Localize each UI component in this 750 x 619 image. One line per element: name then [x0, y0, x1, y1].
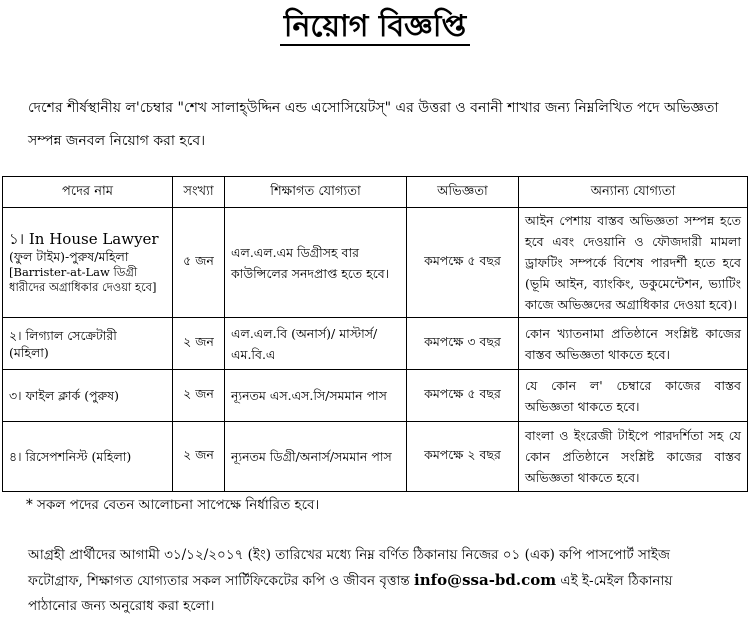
other-cell: কোন খ্যাতনামা প্রতিষ্ঠানে সংশ্লিষ্ট কাজের বাস্তব অভিজ্ঞতা থাকতে হবে।: [519, 318, 748, 370]
table-header-row: [3, 177, 748, 208]
header-education: শিক্ষাগত যোগ্যতা: [225, 177, 407, 208]
position-detail: (ফুল টাইম)-পুরুষ/মহিলা: [9, 248, 129, 264]
experience-cell: কমপক্ষে ৫ বছর: [407, 370, 519, 422]
other-cell: আইন পেশায় বাস্তব অভিজ্ঞতা সম্পন্ন হতে হবে এবং দেওয়ানি ও ফৌজদারী মামলা ড্রাফটিং সম্পর্কে বিশেষ পারদর্শী হতে হবে (ভূমি আইন, ব্যাংকিং, ডকুমেন্টেশন, ভ্যাটিং কাজে অভিজ্ঞদের অগ্রাধিকার দেওয়া হবে)।: [519, 208, 748, 318]
table-row: [3, 422, 748, 492]
intro-paragraph: [28, 92, 728, 158]
salary-note: * সকল পদের বেতন আলোচনা সাপেক্ষে নির্ধারিত হবে।: [26, 497, 320, 513]
position-title: ৩। ফাইল ক্লার্ক (পুরুষ): [9, 388, 119, 403]
header-count: সংখ্যা: [173, 177, 225, 208]
header-position: পদের নাম: [3, 177, 173, 208]
application-instructions: [28, 543, 728, 619]
education-cell: ন্যূনতম ডিগ্রী/অনার্স/সমমান পাস: [225, 422, 407, 492]
header-other: অন্যান্য যোগ্যতা: [519, 177, 748, 208]
page-title: [0, 2, 750, 53]
header-experience: অভিজ্ঞতা: [407, 177, 519, 208]
experience-cell: কমপক্ষে ৩ বছর: [407, 318, 519, 370]
instruction-text: এই ই-মেইল ঠিকানায়: [556, 573, 673, 589]
education-cell: এল.এল.বি (অনার্স)/ মাস্টার্স/ এম.বি.এ: [225, 318, 407, 370]
table-row: [3, 208, 748, 318]
position-title: ৪। রিসেপশনিস্ট (মহিলা): [9, 449, 132, 464]
table-row: [3, 318, 748, 370]
instruction-line: [28, 568, 728, 594]
position-title: ১। In House Lawyer: [9, 229, 159, 248]
count-cell: ২ জন: [173, 318, 225, 370]
intro-line: দেশের শীর্ষস্থানীয় ল'চেম্বার "শেখ সালাহ্উদ্দিন এন্ড এসোসিয়েটস্" এর উত্তরা ও বনানী শাখার জন্য নিম্নলিখিত পদে অভিজ্ঞতা: [28, 100, 719, 116]
instruction-line: পাঠানোর জন্য অনুরোধ করা হলো।: [28, 598, 215, 614]
position-title: ২। লিগ্যাল সেক্রেটারী: [9, 327, 117, 343]
job-table: [2, 176, 748, 492]
table-row: [3, 370, 748, 422]
experience-cell: কমপক্ষে ২ বছর: [407, 422, 519, 492]
count-cell: ৫ জন: [173, 208, 225, 318]
education-cell: এল.এল.এম ডিগ্রীসহ বার কাউন্সিলের সনদপ্রাপ্ত হতে হবে।: [225, 208, 407, 318]
position-cell: [3, 370, 173, 422]
count-cell: ২ জন: [173, 370, 225, 422]
education-cell: ন্যূনতম এস.এস.সি/সমমান পাস: [225, 370, 407, 422]
count-cell: ২ জন: [173, 422, 225, 492]
position-cell: [3, 318, 173, 370]
other-cell: বাংলা ও ইংরেজী টাইপে পারদর্শিতা সহ যে কোন প্রতিষ্ঠানে সংশ্লিষ্ট কাজের বাস্তব অভিজ্ঞতা থাকতে হবে।: [519, 422, 748, 492]
instruction-line: আগ্রহী প্রার্থীদের আগামী ৩১/১২/২০১৭ (ইং) তারিখের মধ্যে নিম্ন বর্ণিত ঠিকানায় নিজের ০১ (এক) কপি পাসপোর্ট সাইজ: [28, 547, 670, 563]
page-title-text: নিয়োগ বিজ্ঞপ্তি: [280, 9, 470, 46]
position-detail: (মহিলা): [9, 344, 49, 360]
intro-line: সম্পন্ন জনবল নিয়োগ করা হবে।: [28, 133, 206, 149]
instruction-text: ফটোগ্রাফ, শিক্ষাগত যোগ্যতার সকল সার্টিফিকেটের কপি ও জীবন বৃত্তান্ত: [28, 573, 415, 589]
experience-cell: কমপক্ষে ৫ বছর: [407, 208, 519, 318]
position-note: [Barrister-at-Law ডিগ্রী ধারীদের অগ্রাধিকার দেওয়া হবে]: [9, 264, 157, 294]
position-cell: [3, 422, 173, 492]
position-cell: [3, 208, 173, 318]
email-link[interactable]: info@ssa-bd.com: [414, 571, 557, 589]
other-cell: যে কোন ল' চেম্বারে কাজের বাস্তব অভিজ্ঞতা থাকতে হবে।: [519, 370, 748, 422]
